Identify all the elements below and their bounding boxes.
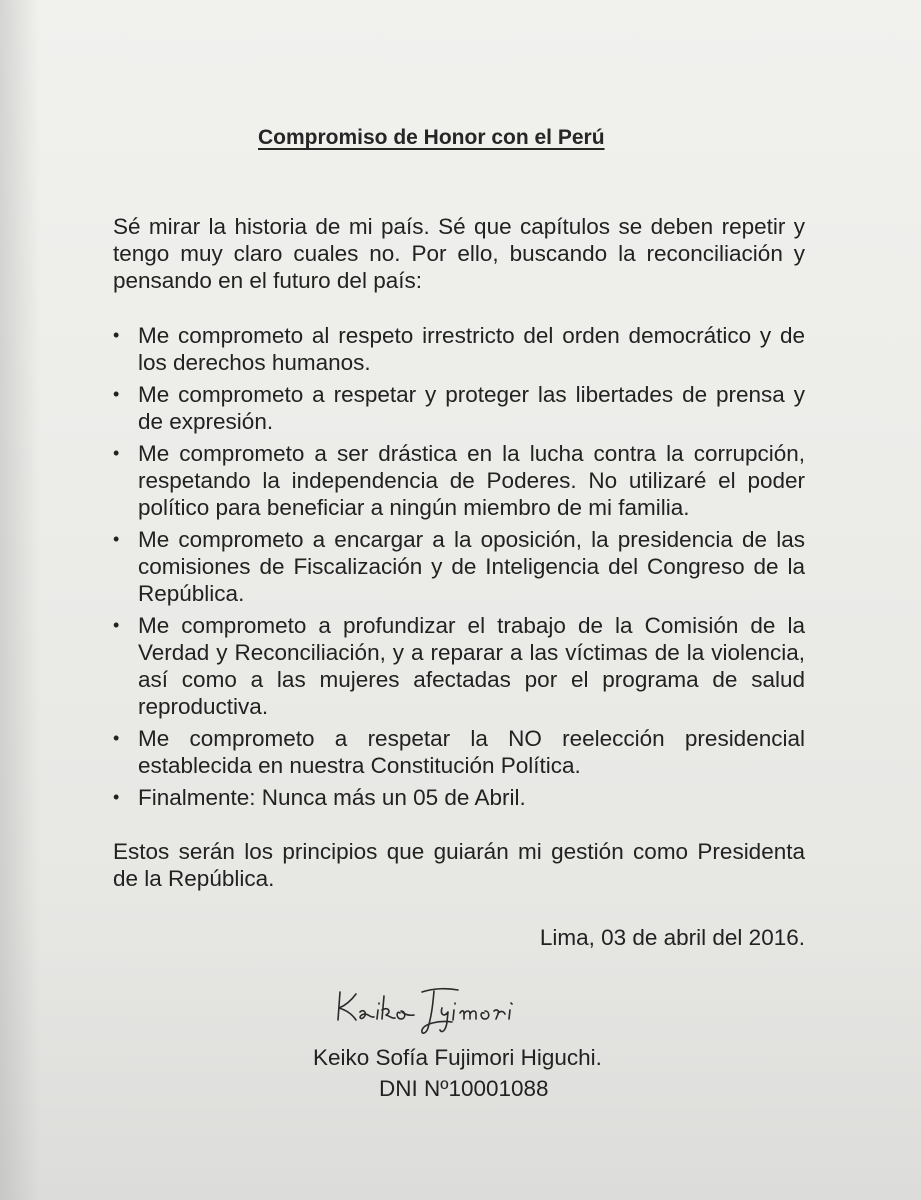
bullet-icon: • bbox=[113, 384, 120, 404]
document-title: Compromiso de Honor con el Perú bbox=[258, 126, 605, 149]
bullet-icon: • bbox=[113, 529, 120, 549]
commitment-text: Me comprometo a respetar la NO reelección presidencial establecida en nuestra Constitución Política. bbox=[138, 726, 805, 778]
list-item bbox=[113, 322, 805, 376]
commitment-text: Me comprometo a respetar y proteger las libertades de prensa y de expresión. bbox=[138, 382, 805, 434]
commitment-text: Me comprometo a encargar a la oposición, la presidencia de las comisiones de Fiscalización y de Inteligencia del Congreso de la República. bbox=[138, 527, 805, 606]
commitments-list bbox=[113, 322, 805, 816]
bullet-icon: • bbox=[113, 325, 120, 345]
commitment-text: Me comprometo a profundizar el trabajo de la Comisión de la Verdad y Reconciliación, y a reparar a las víctimas de la violencia, así como a las mujeres afectadas por el programa de salud reproductiva. bbox=[138, 613, 805, 719]
handwritten-signature bbox=[330, 980, 600, 1040]
bullet-icon: • bbox=[113, 615, 120, 635]
closing-paragraph: Estos serán los principios que guiarán mi gestión como Presidenta de la República. bbox=[113, 839, 805, 891]
list-item bbox=[113, 612, 805, 720]
list-item bbox=[113, 381, 805, 435]
signer-id: DNI Nº10001088 bbox=[379, 1076, 549, 1101]
list-item bbox=[113, 784, 805, 811]
signer-name: Keiko Sofía Fujimori Higuchi. bbox=[313, 1045, 602, 1070]
list-item bbox=[113, 725, 805, 779]
commitment-text: Me comprometo al respeto irrestricto del orden democrático y de los derechos humanos. bbox=[138, 323, 805, 375]
list-item bbox=[113, 526, 805, 607]
date-line: Lima, 03 de abril del 2016. bbox=[539, 925, 805, 950]
list-item bbox=[113, 440, 805, 521]
bullet-icon: • bbox=[113, 728, 120, 748]
bullet-icon: • bbox=[113, 443, 120, 463]
bullet-icon: • bbox=[113, 787, 120, 807]
intro-paragraph: Sé mirar la historia de mi país. Sé que capítulos se deben repetir y tengo muy claro cuales no. Por ello, buscando la reconciliación y pensando en el futuro del país: bbox=[113, 214, 805, 293]
commitment-text: Me comprometo a ser drástica en la lucha contra la corrupción, respetando la independencia de Poderes. No utilizaré el poder político para beneficiar a ningún miembro de mi familia. bbox=[138, 441, 805, 520]
commitment-text: Finalmente: Nunca más un 05 de Abril. bbox=[138, 785, 526, 810]
